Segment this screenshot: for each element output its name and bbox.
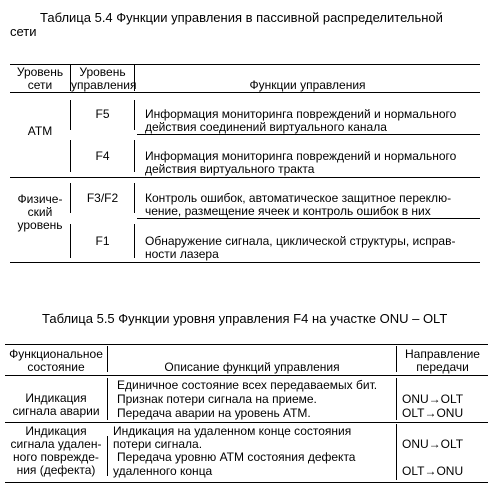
table2-bottom-rule	[5, 482, 488, 483]
state-text: ного поврежде-	[13, 450, 99, 464]
header-text: Уровень	[16, 65, 64, 79]
table1-level-f1: F1	[95, 234, 110, 248]
table2-row2-desc-line1: Индикация на удаленном конце состояния	[113, 424, 352, 438]
header-text: Направление	[405, 347, 480, 361]
table2-title: Таблица 5.5 Функции уровня управления F4 на участке ONU – OLT	[42, 311, 448, 326]
physical-text: Физиче-	[17, 192, 63, 206]
table1-header-network	[10, 66, 70, 92]
table2-row-rule	[5, 422, 488, 423]
header-text: сети	[27, 78, 53, 92]
state-text: Индикация	[25, 391, 87, 405]
table2-row2-dir-2: OLT→ONU	[402, 464, 464, 478]
table1-row-rule	[137, 134, 480, 135]
table2-row1-state	[5, 392, 107, 418]
table1-col-sep	[134, 183, 135, 213]
table2-row1-desc-line3: Передача аварии на уровень АТМ.	[117, 406, 311, 420]
state-text: сигнала аварии	[12, 404, 100, 418]
header-text: передачи	[416, 360, 469, 374]
table2-row1-dir-2: OLT→ONU	[402, 406, 464, 420]
table1-func-f4-line2: действия виртуального тракта	[145, 162, 315, 176]
table1-level-f5: F5	[95, 107, 110, 121]
header-text: Функциональное	[9, 347, 103, 361]
table2-row2-state	[5, 425, 107, 477]
table1-func-f1-line2: ности лазера	[145, 247, 219, 261]
table2-header-rule	[5, 375, 488, 376]
table2-row1-desc-line1: Единичное состояние всех передаваемых бит.	[117, 378, 378, 392]
header-text: Уровень	[79, 65, 126, 79]
table1-header-functions: Функции управления	[249, 78, 366, 92]
table1-bottom-rule	[10, 262, 480, 263]
table2-row2-desc-line3: Передача уровню АТМ состояния дефекта	[117, 450, 356, 464]
table2-row2-desc-line4: удаленного конца	[113, 464, 213, 478]
table1-col-sep	[134, 100, 135, 130]
table2-col-sep	[396, 378, 397, 420]
state-text: Индикация	[25, 424, 87, 438]
table2-header-direction	[397, 348, 488, 374]
physical-text: уровень	[17, 218, 63, 232]
table1-network-physical	[10, 193, 70, 232]
table1-network-atm: АТМ	[27, 124, 53, 138]
table2-row1-desc-line2: Признак потери сигнала на приеме.	[117, 392, 317, 406]
table2-header-state	[5, 348, 107, 374]
table1-level-f3f2: F3/F2	[86, 191, 119, 205]
table1-func-f3f2-line1: Контроль ошибок, автоматическое защитное переклю-	[145, 191, 452, 205]
state-text: ния (дефекта)	[16, 463, 96, 477]
physical-text: ский	[27, 205, 53, 219]
table2-row1-dir-1: ONU→OLT	[402, 392, 464, 406]
table2-row2-dir-1: ONU→OLT	[402, 437, 464, 451]
table2-header-description: Описание функций управления	[164, 360, 340, 374]
table1-title-line2: сети	[10, 24, 37, 39]
table1-header-level	[71, 65, 137, 92]
table1-func-f5-line2: действия соединений виртуального канала	[145, 120, 387, 134]
table2-col-sep	[396, 424, 397, 480]
table1-col-sep	[134, 224, 135, 258]
table1-level-f4: F4	[95, 149, 110, 163]
table1-header-rule	[10, 92, 480, 93]
table2-top-rule	[5, 344, 488, 345]
table1-row-rule	[137, 218, 480, 219]
table1-func-f4-line1: Информация мониторинга повреждений и нормального	[145, 149, 457, 163]
table2-col-sep	[107, 436, 108, 476]
table2-row2-desc-line2: потери сигнала.	[113, 437, 203, 451]
table1-func-f3f2-line2: чение, размещение ячеек и контроль ошибок в них	[145, 204, 431, 218]
table1-title-line1: Таблица 5.4 Функции управления в пассивной распределительной	[40, 10, 443, 25]
state-text: сигнала удален-	[10, 437, 102, 451]
table1-section-rule	[10, 177, 480, 178]
table1-col-sep	[134, 140, 135, 172]
table1-func-f5-line1: Информация мониторинга повреждений и нормального	[145, 107, 457, 121]
table1-func-f1-line1: Обнаружение сигнала, циклической структуры, исправ-	[145, 234, 456, 248]
header-text: состояние	[27, 360, 85, 374]
header-text: управления	[71, 78, 137, 92]
table2-col-sep	[107, 378, 108, 420]
